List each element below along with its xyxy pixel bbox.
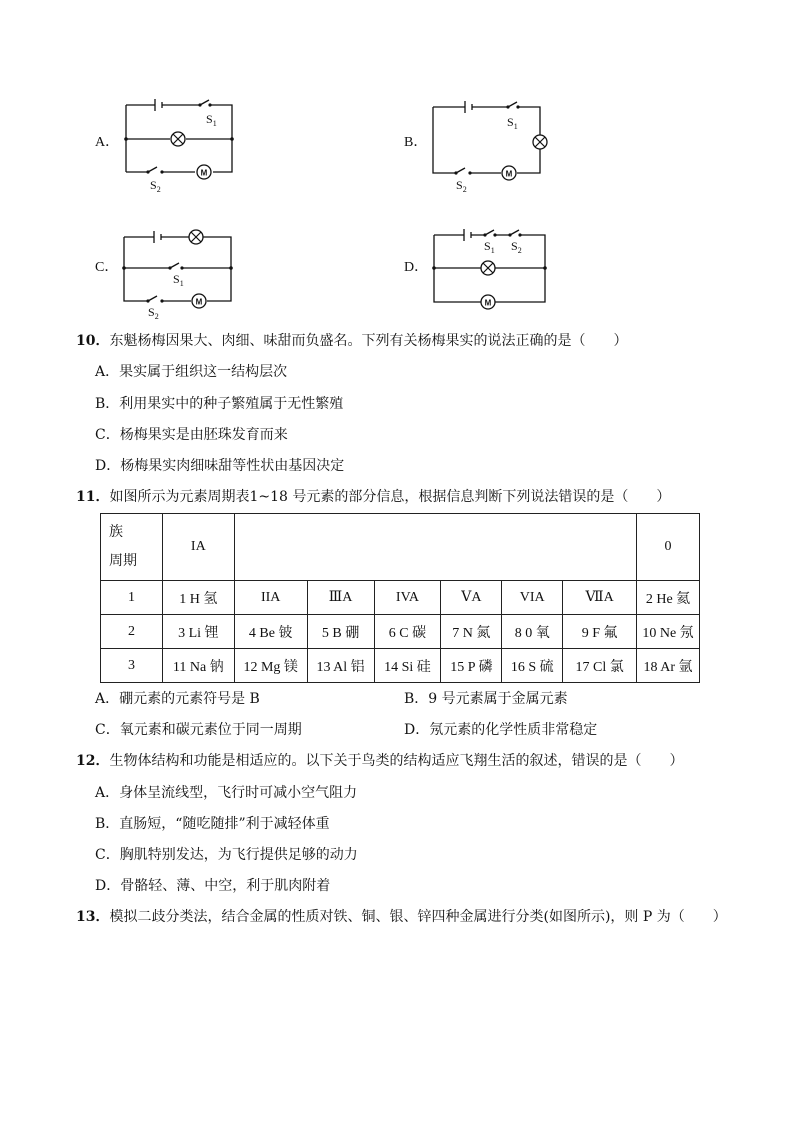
option-c-label[interactable]: C． [95,260,119,275]
q10-option-b[interactable]: B．利用果实中的种子繁殖属于无性繁殖 [95,396,344,412]
motor-label: M [505,169,513,179]
svg-text:S2 [456,178,467,194]
table-cell: ⅤA [441,581,502,615]
table-cell: 12 Mg 镁 [234,649,307,683]
table-cell: ⅢA [307,581,374,615]
table-cell: IIA [234,581,307,615]
table-header-blank [234,514,636,581]
period-header-label: 周期 [109,554,137,569]
table-cell: 14 Si 硅 [374,649,441,683]
q11-option-b[interactable]: B．9 号元素属于金属元素 [404,691,568,707]
circuit-diagram-d [418,225,553,319]
svg-text:S1 [507,115,518,131]
table-cell: 16 S 硫 [502,649,563,683]
motor-label: M [195,297,203,307]
svg-text:S2 [150,178,161,194]
q10-option-d[interactable]: D．杨梅果实肉细味甜等性状由基因决定 [95,458,345,474]
question-number: 12． [76,753,110,769]
circuit-diagram-c [110,225,245,324]
s2-subscript: 2 [517,246,522,255]
table-cell: 2 [101,615,163,649]
s1-subscript: 1 [179,279,184,288]
question-12 [76,752,683,770]
table-cell: 11 Na 钠 [162,649,234,683]
periodic-table [100,513,700,683]
motor-label: M [484,298,492,308]
question-number: 10． [76,333,110,349]
question-11 [76,488,670,506]
q12-option-b[interactable]: B．直肠短，“随吃随排”利于减轻体重 [95,816,330,832]
table-cell: 5 B 硼 [307,615,374,649]
q11-option-c[interactable]: C．氧元素和碳元素位于同一周期 [95,722,302,738]
table-corner-cell [101,514,163,581]
s2-label: S [148,305,155,319]
option-d-label[interactable]: D． [404,260,429,275]
s1-subscript: 1 [513,122,518,131]
table-row [101,649,700,683]
question-13 [76,908,727,926]
group-0-header: 0 [637,514,700,581]
question-10 [76,332,627,350]
svg-text:S2 [148,305,159,321]
s1-subscript: 1 [490,246,495,255]
s2-label: S [456,178,463,192]
q11-option-a[interactable]: A．硼元素的元素符号是 B [95,691,260,707]
table-cell: 8 0 氧 [502,615,563,649]
s1-label: S [507,115,514,129]
table-cell: 3 [101,649,163,683]
circuit-diagram-a [110,95,245,194]
s2-label: S [150,178,157,192]
table-cell: 1 H 氢 [162,581,234,615]
motor-label: M [200,168,208,178]
circuit-diagram-b [418,95,553,194]
option-b-label[interactable]: B． [404,135,428,150]
svg-text:S1 [173,272,184,288]
question-number: 13． [76,909,110,925]
svg-text:S1 [484,239,495,255]
table-cell: IVA [374,581,441,615]
s1-label: S [484,239,491,253]
table-cell: 7 N 氮 [441,615,502,649]
svg-text:S1 [206,112,217,128]
s1-label: S [206,112,213,126]
table-cell: 10 Ne 氖 [637,615,700,649]
question-stem: 生物体结构和功能是相适应的。以下关于鸟类的结构适应飞翔生活的叙述，错误的是（ ） [109,753,684,769]
s2-subscript: 2 [462,185,467,194]
table-cell: 4 Be 铍 [234,615,307,649]
table-cell: 18 Ar 氩 [637,649,700,683]
question-stem: 模拟二歧分类法，结合金属的性质对铁、铜、银、锌四种金属进行分类(如图所示)，则 P 为（ ） [109,909,727,925]
q12-option-a[interactable]: A．身体呈流线型，飞行时可减小空气阻力 [95,785,358,801]
q12-option-c[interactable]: C．胸肌特别发达，为飞行提供足够的动力 [95,847,358,863]
table-cell: VIA [502,581,563,615]
table-cell: 17 Cl 氯 [563,649,637,683]
table-cell: 13 Al 铝 [307,649,374,683]
s2-subscript: 2 [154,312,159,321]
table-cell: 9 F 氟 [563,615,637,649]
svg-text:S2 [511,239,522,255]
s2-subscript: 2 [156,185,161,194]
group-ia-header: IA [162,514,234,581]
question-stem: 东魁杨梅因果大、肉细、味甜而负盛名。下列有关杨梅果实的说法正确的是（ ） [109,333,628,349]
q11-option-d[interactable]: D．氖元素的化学性质非常稳定 [404,722,598,738]
question-stem: 如图所示为元素周期表1~18 号元素的部分信息，根据信息判断下列说法错误的是（ ） [109,489,671,505]
q10-option-a[interactable]: A．果实属于组织这一结构层次 [95,364,288,380]
q12-option-d[interactable]: D．骨骼轻、薄、中空，利于肌肉附着 [95,878,331,894]
q10-option-c[interactable]: C．杨梅果实是由胚珠发育而来 [95,427,288,443]
option-a-label[interactable]: A． [95,135,120,150]
table-cell: 15 P 磷 [441,649,502,683]
table-cell: 3 Li 锂 [162,615,234,649]
s1-label: S [173,272,180,286]
table-cell: 6 C 碳 [374,615,441,649]
s2-label: S [511,239,518,253]
table-cell: 1 [101,581,163,615]
table-row [101,581,700,615]
table-cell: ⅦA [563,581,637,615]
table-cell: 2 He 氦 [637,581,700,615]
table-row [101,615,700,649]
s1-subscript: 1 [212,119,217,128]
group-header-label: 族 [109,525,123,540]
question-number: 11． [76,489,110,505]
